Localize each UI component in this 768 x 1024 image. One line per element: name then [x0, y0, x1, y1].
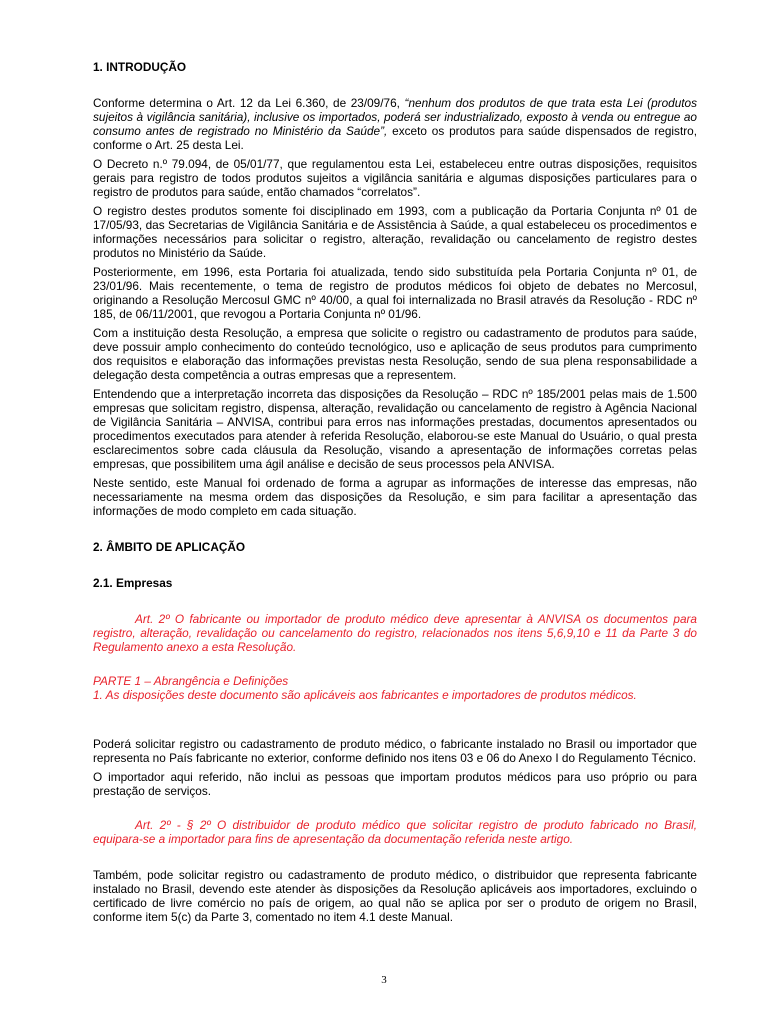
paragraph-decreto: O Decreto n.º 79.094, de 05/01/77, que regulamentou esta Lei, estabeleceu entre outras disposições, requisitos gerais para registro de todos produtos sujeitos a vigilância sanitária e algumas disposições particulares para o registro de produtos para saúde, então chamados “correlatos”.	[93, 157, 697, 199]
page-number: 3	[381, 974, 387, 986]
paragraph-lei-6360	[93, 96, 697, 152]
paragraph-neste-sentido: Neste sentido, este Manual foi ordenado de forma a agrupar as informações de interesse das empresas, não necessariamente na mesma ordem das disposições da Resolução, e sim para facilitar a apresentação das informações de modo completo em cada situação.	[93, 476, 697, 518]
paragraph-lei-6360-intro: Conforme determina o Art. 12 da Lei 6.360, de 23/09/76,	[93, 96, 405, 110]
red-quote-art2: Art. 2º O fabricante ou importador de produto médico deve apresentar à ANVISA os documentos para registro, alteração, revalidação ou cancelamento do registro, relacionados nos itens 5,6,9,10 e 11 da Parte 3 do Regulamento anexo a esta Resolução.	[93, 612, 697, 654]
lei-quote: “nenhum dos produtos de que trata esta Lei (produtos sujeitos à vigilância sanitária), inclusive os importados, poderá ser industrializado, exposto à venda ou entregue ao consumo antes de registrado no Ministério da Saúde”,	[93, 96, 697, 138]
paragraph-instituicao: Com a instituição desta Resolução, a empresa que solicite o registro ou cadastramento de produtos para saúde, deve possuir amplo conhecimento do conteúdo tecnológico, uso e aplicação de seus produtos para cumprimento dos requisitos e elaboração das informações previstas nesta Resolução, sendo de sua plena responsabilidade a delegação desta competência a outras empresas que a representem.	[93, 326, 697, 382]
paragraph-distribuidor: Também, pode solicitar registro ou cadastramento de produto médico, o distribuidor que representa fabricante instalado no Brasil, devendo este atender às disposições da Resolução aplicáveis aos importadores, excluindo o certificado de livre comércio no país de origem, ao qual não se aplica por ser o produto de origem no Brasil, conforme item 5(c) da Parte 3, comentado no item 4.1 deste Manual.	[93, 868, 697, 924]
paragraph-registro-1993: O registro destes produtos somente foi disciplinado em 1993, com a publicação da Portaria Conjunta nº 01 de 17/05/93, das Secretarias de Vigilância Sanitária e de Assistência à Saúde, a qual estabeleceu os procedimentos e informações necessários para solicitar o registro, alteração, revalidação ou cancelamento de registro destes produtos no Ministério da Saúde.	[93, 204, 697, 260]
section-heading-ambito: 2. ÂMBITO DE APLICAÇÃO	[93, 540, 246, 554]
paragraph-interpretacao: Entendendo que a interpretação incorreta das disposições da Resolução – RDC nº 185/2001 pelas mais de 1.500 empresas que solicitam registro, dispensa, alteração, revalidação ou cancelamento de registro à Agência Nacional de Vigilância Sanitária – ANVISA, contribui para erros nas informações prestadas, documentos apresentados ou procedimentos executados para atender à referida Resolução, elaborou-se este Manual do Usuário, o qual presta esclarecimentos sobre cada cláusula da Resolução, visando a apresentação de informações corretas pelas empresas, que possibilitem uma ágil análise e decisão de seus processos pela ANVISA.	[93, 387, 697, 471]
paragraph-atualizacao-1996: Posteriormente, em 1996, esta Portaria foi atualizada, tendo sido substituída pela Portaria Conjunta nº 01, de 23/01/96. Mais recentemente, o tema de registro de produtos médicos foi objeto de debates no Mercosul, originando a Resolução Mercosul GMC nº 40/00, a qual foi internalizada no Brasil através da Resolução - RDC nº 185, de 06/11/2001, que revogou a Portaria Conjunta nº 01/96.	[93, 265, 697, 321]
document-page	[93, 56, 697, 924]
subsection-heading-empresas: 2.1. Empresas	[93, 576, 173, 590]
red-parte1-item: 1. As disposições deste documento são aplicáveis aos fabricantes e importadores de produtos médicos.	[93, 688, 637, 702]
section-heading-introducao: 1. INTRODUÇÃO	[93, 60, 187, 74]
red-parte1-title: PARTE 1 – Abrangência e Definições	[93, 674, 289, 688]
red-quote-art2-par2: Art. 2º - § 2º O distribuidor de produto médico que solicitar registro de produto fabricado no Brasil, equipara-se a importador para fins de apresentação da documentação referida neste artigo.	[93, 818, 697, 846]
paragraph-podera-solicitar: Poderá solicitar registro ou cadastramento de produto médico, o fabricante instalado no Brasil ou importador que representa no País fabricante no exterior, conforme definido nos itens 03 e 06 do Anexo I do Regulamento Técnico.	[93, 737, 697, 765]
paragraph-lei-6360-end: exceto os produtos para saúde dispensados de registro, conforme o Art. 25 desta Lei.	[93, 124, 697, 152]
paragraph-importador: O importador aqui referido, não inclui as pessoas que importam produtos médicos para uso próprio ou para prestação de serviços.	[93, 770, 697, 798]
